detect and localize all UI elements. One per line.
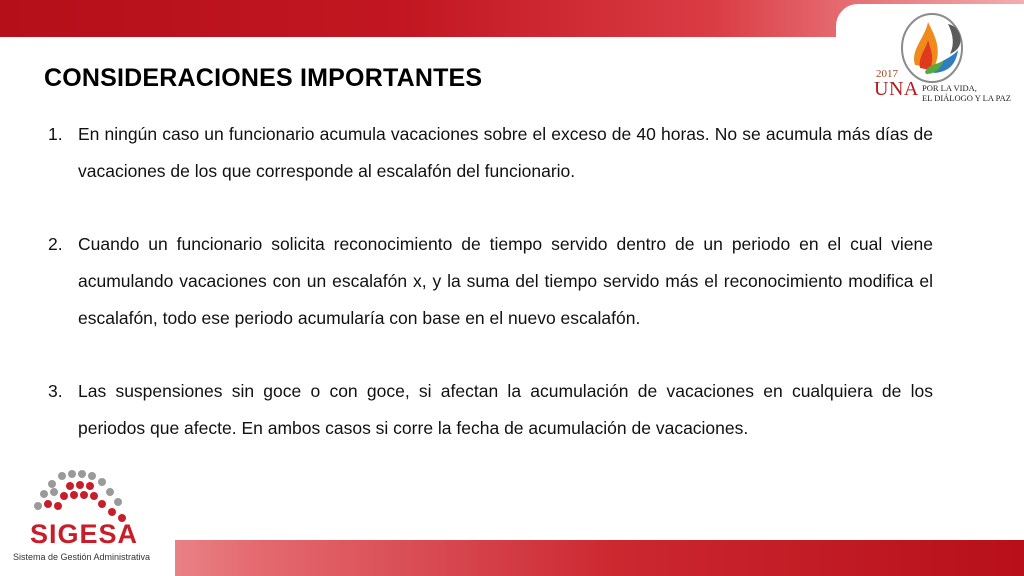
list-item bbox=[48, 226, 933, 337]
item-number: 2. bbox=[48, 234, 63, 254]
item-number: 3. bbox=[48, 381, 63, 401]
considerations-list bbox=[48, 116, 933, 447]
sigesa-subtitle: Sistema de Gestión Administrativa bbox=[13, 552, 151, 562]
una-slogan-line1: POR LA VIDA, bbox=[922, 83, 977, 93]
sigesa-wordmark: SIGESA bbox=[30, 519, 139, 549]
una-wordmark: UNA bbox=[874, 78, 919, 100]
item-text: Cuando un funcionario solicita reconocimiento de tiempo servido dentro de un periodo en el cual viene acumulando vacaciones con un escalafón x, y la suma del tiempo servido más el reconocimiento modifica el escalafón, todo ese periodo acumularía con base en el nuevo escalafón. bbox=[78, 234, 933, 328]
list-item bbox=[48, 116, 933, 190]
una-year: 2017 bbox=[876, 68, 898, 80]
item-number: 1. bbox=[48, 124, 63, 144]
page-title: CONSIDERACIONES IMPORTANTES bbox=[44, 64, 483, 92]
list-item bbox=[48, 373, 933, 447]
sigesa-dots-icon bbox=[14, 468, 144, 526]
item-text: Las suspensiones sin goce o con goce, si afectan la acumulación de vacaciones en cualquiera de los periodos que afecte. En ambos casos si corre la fecha de acumulación de vacaciones. bbox=[78, 381, 933, 438]
item-text: En ningún caso un funcionario acumula vacaciones sobre el exceso de 40 horas. No se acumula más días de vacaciones de los que corresponde al escalafón del funcionario. bbox=[78, 124, 933, 181]
una-slogan-line2: EL DIÁLOGO Y LA PAZ bbox=[922, 93, 1011, 103]
